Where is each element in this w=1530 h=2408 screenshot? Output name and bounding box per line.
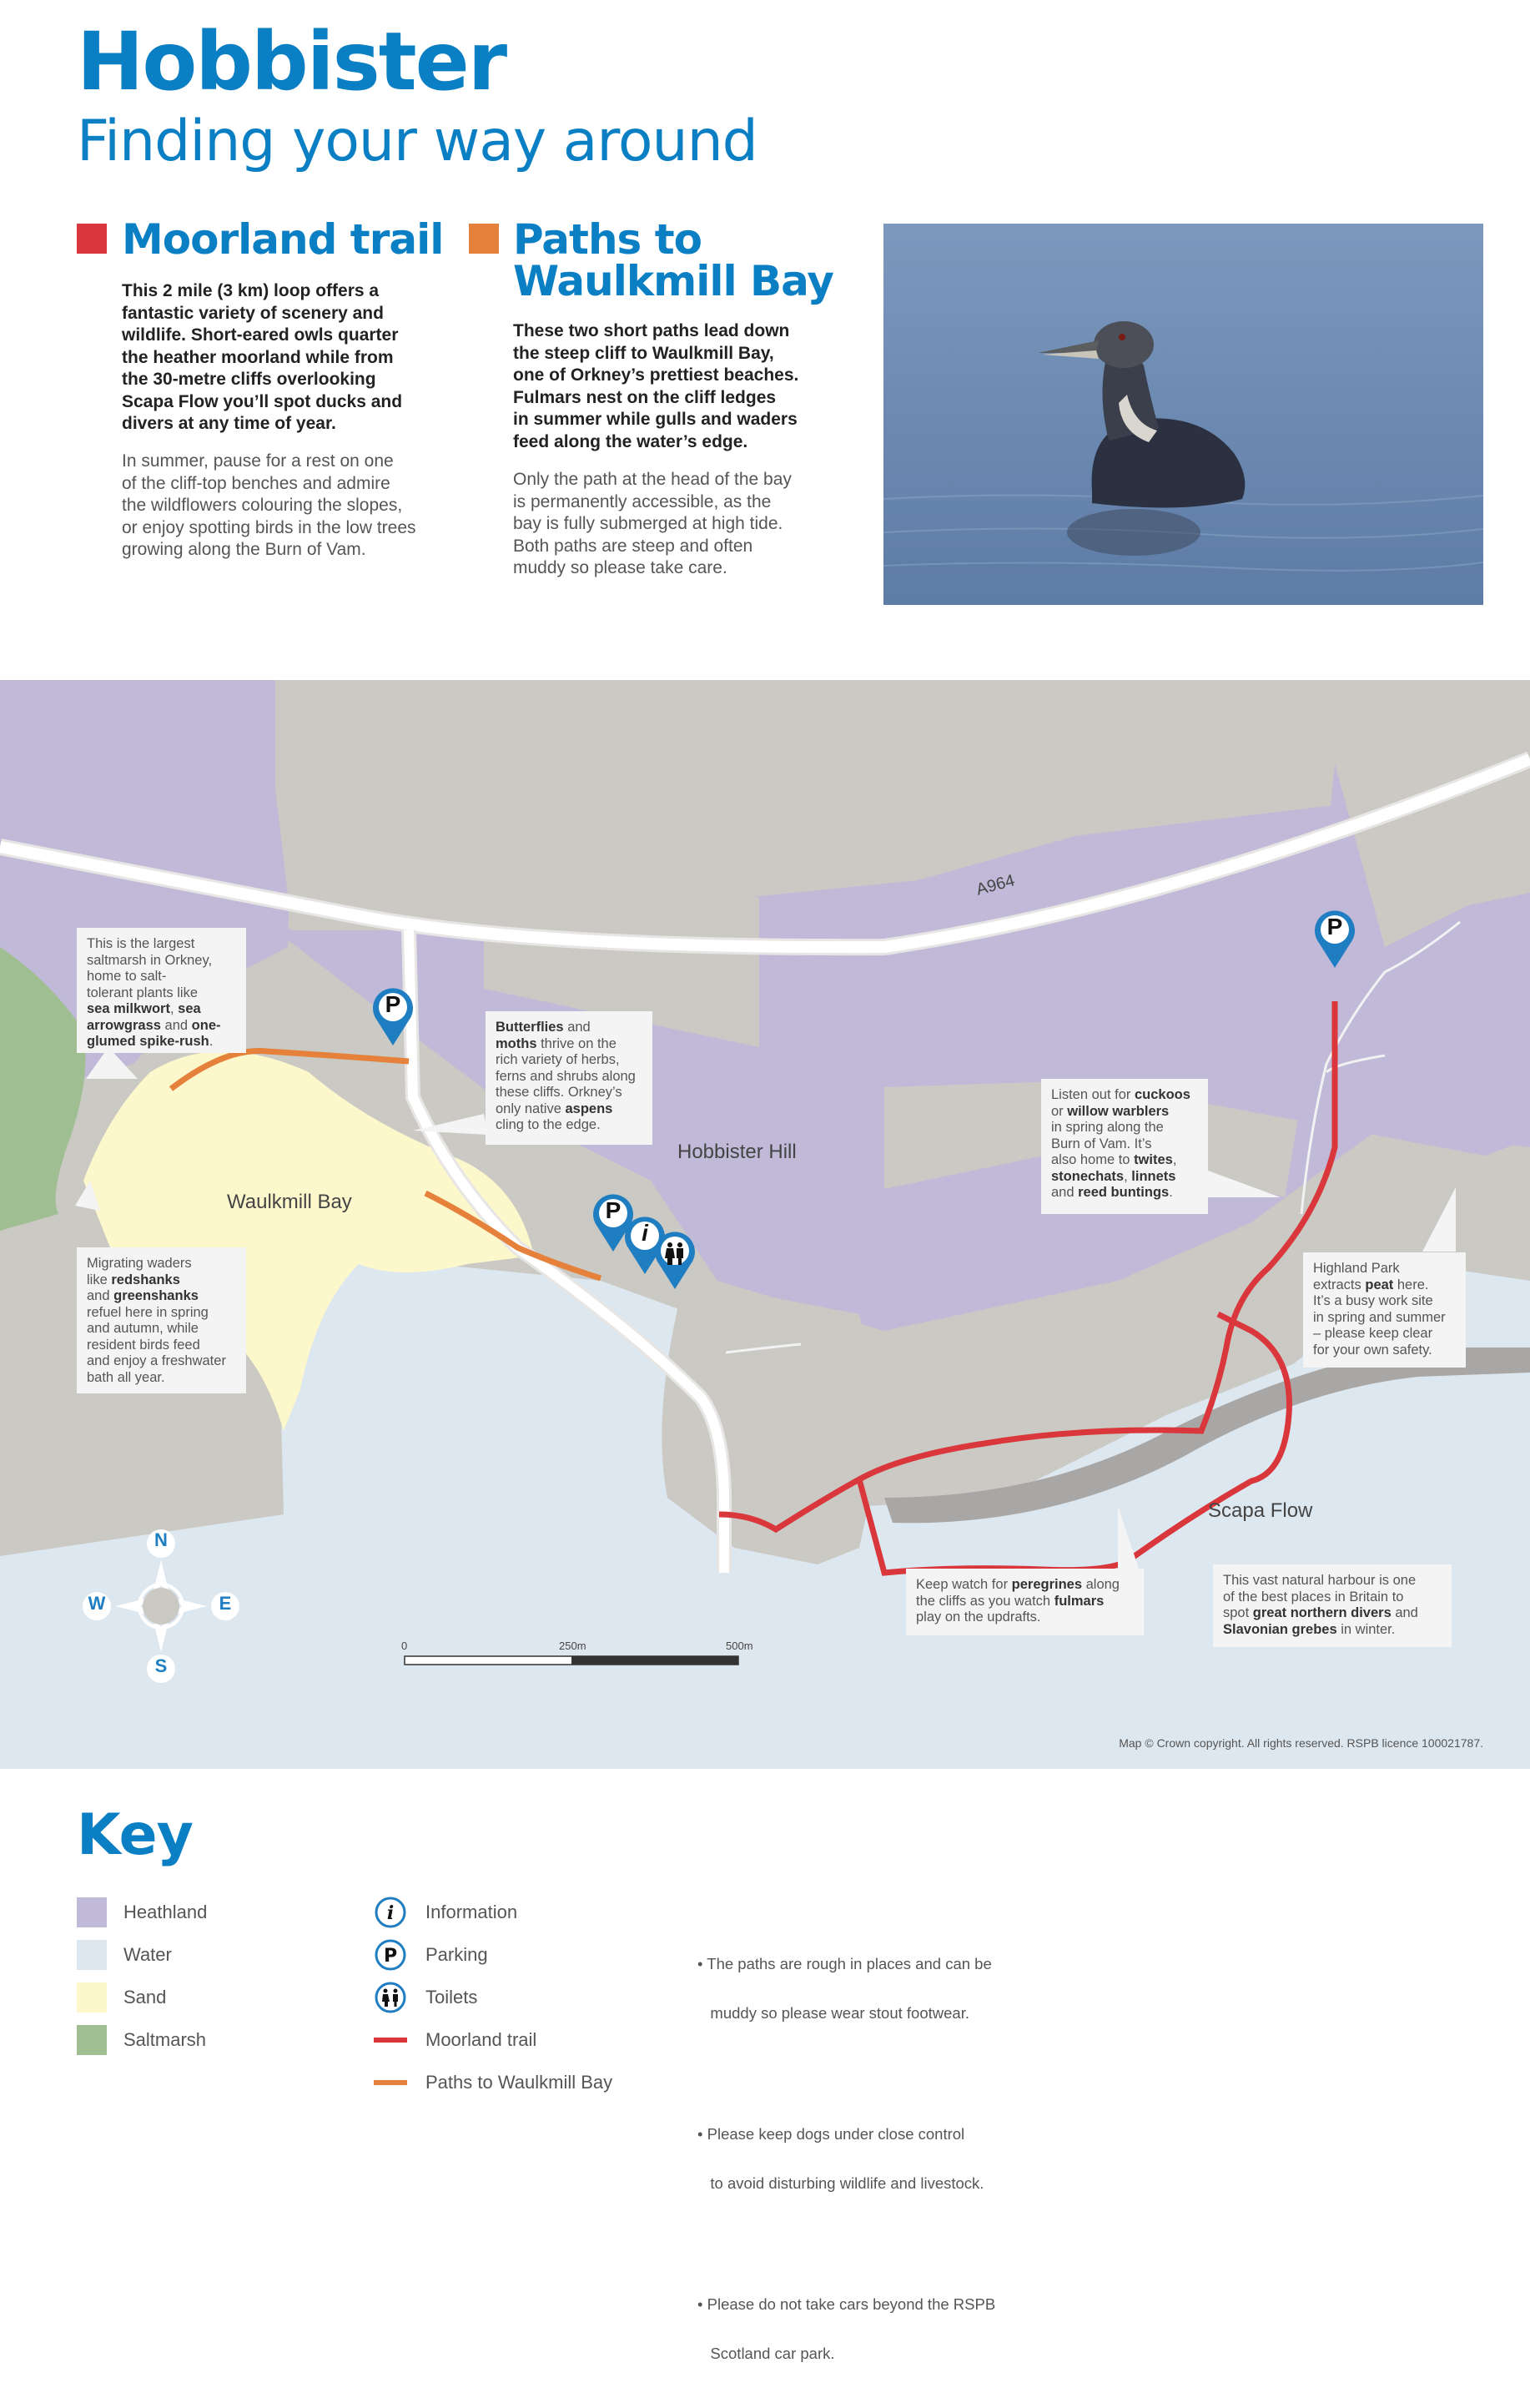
callout-line: in spring along the bbox=[1051, 1120, 1164, 1135]
paths-lead-line: Fulmars nest on the cliff ledges bbox=[513, 387, 777, 407]
callout-line: resident birds feed bbox=[87, 1337, 200, 1353]
paths-lead bbox=[513, 320, 863, 453]
parking-pin[interactable] bbox=[372, 987, 414, 1051]
key-title: Key bbox=[77, 1802, 193, 1868]
callout-bold: fulmars bbox=[1054, 1593, 1105, 1609]
callout-line bbox=[1223, 1605, 1442, 1622]
scale-label-250: 250m bbox=[559, 1640, 586, 1652]
key-item-sand bbox=[77, 1982, 207, 2013]
callout-line bbox=[1313, 1277, 1456, 1294]
map-copyright: Map © Crown copyright. All rights reserved. RSPB licence 100021787. bbox=[1119, 1736, 1483, 1750]
key-notes bbox=[697, 1894, 995, 2408]
map[interactable] bbox=[0, 680, 1530, 1769]
paths-swatch bbox=[469, 224, 499, 254]
callout-cuckoos bbox=[1041, 1079, 1208, 1214]
key-label: Parking bbox=[425, 1944, 488, 1965]
paths-body-line: is permanently accessible, as the bbox=[513, 491, 772, 511]
diver-photo bbox=[883, 224, 1483, 605]
callout-harbour bbox=[1213, 1564, 1452, 1647]
information-icon bbox=[374, 1896, 407, 1929]
callout-text: and bbox=[160, 1017, 192, 1033]
callout-line: of the best places in Britain to bbox=[1223, 1589, 1404, 1604]
callout-line: refuel here in spring bbox=[87, 1304, 209, 1320]
saltmarsh-swatch bbox=[77, 2025, 107, 2055]
callout-text: thrive on the bbox=[536, 1035, 617, 1051]
callout-text: also home to bbox=[1051, 1152, 1135, 1167]
callout-line bbox=[87, 1034, 236, 1050]
heathland-swatch bbox=[77, 1897, 107, 1927]
paths-lead-line: one of Orkney’s prettiest beaches. bbox=[513, 365, 799, 385]
callout-pointer bbox=[1201, 1168, 1281, 1197]
toilets-pin[interactable] bbox=[654, 1231, 696, 1295]
key-label: Water bbox=[123, 1944, 172, 1965]
page-title: Hobbister bbox=[77, 15, 506, 108]
callout-text: . bbox=[209, 1034, 214, 1049]
callout-line: This is the largest bbox=[87, 936, 195, 951]
moorland-body-line: In summer, pause for a rest on one bbox=[122, 451, 394, 471]
callout-line: rich variety of herbs, bbox=[496, 1052, 620, 1067]
note-line: • Please keep dogs under close control bbox=[697, 2125, 965, 2143]
moorland-lead-line: the heather moorland while from bbox=[122, 347, 394, 367]
callout-line: – please keep clear bbox=[1313, 1326, 1433, 1341]
moorland-lead-line: fantastic variety of scenery and bbox=[122, 303, 384, 323]
note-cars bbox=[697, 2264, 995, 2393]
moorland-lead-line: Scapa Flow you’ll spot ducks and bbox=[122, 391, 403, 411]
callout-bold: reed buntings bbox=[1078, 1185, 1170, 1200]
callout-bold: greenshanks bbox=[113, 1288, 199, 1303]
callout-bold: cuckoos bbox=[1134, 1087, 1190, 1102]
callout-bold: linnets bbox=[1131, 1168, 1176, 1184]
callout-line bbox=[87, 1288, 236, 1305]
callout-text: and bbox=[1051, 1185, 1079, 1200]
callout-line: in spring and summer bbox=[1313, 1309, 1446, 1325]
callout-line bbox=[916, 1577, 1134, 1594]
moorland-trail-line-icon bbox=[374, 2038, 407, 2043]
key-label: Toilets bbox=[425, 1987, 478, 2008]
callout-text: and bbox=[563, 1020, 591, 1035]
paths-heading-line2: Waulkmill Bay bbox=[513, 257, 833, 305]
callout-line bbox=[87, 1018, 236, 1035]
label-waulkmill-bay: Waulkmill Bay bbox=[227, 1191, 352, 1213]
callout-text: extracts bbox=[1313, 1277, 1366, 1292]
key-item-bay-paths bbox=[374, 2068, 612, 2098]
callout-bold: peregrines bbox=[1011, 1577, 1083, 1592]
callout-line: tolerant plants like bbox=[87, 985, 198, 1000]
scale-label-0: 0 bbox=[401, 1640, 408, 1652]
callout-bold: glumed spike-rush bbox=[87, 1034, 209, 1049]
callout-line: Migrating waders bbox=[87, 1256, 192, 1271]
compass-s: S bbox=[154, 1655, 168, 1676]
callout-line: also home to twites, bbox=[1051, 1152, 1177, 1167]
callout-bold: great northern divers bbox=[1252, 1605, 1392, 1620]
callout-bold: aspens bbox=[565, 1101, 613, 1116]
callout-text: or bbox=[1051, 1103, 1068, 1119]
callout-line: stonechats, linnets bbox=[1051, 1168, 1176, 1184]
compass-w: W bbox=[88, 1593, 106, 1614]
key-item-heathland bbox=[77, 1897, 207, 1927]
paths-lead-line: feed along the water’s edge. bbox=[513, 431, 748, 451]
callout-text: here. bbox=[1393, 1277, 1429, 1292]
compass-n: N bbox=[154, 1529, 168, 1550]
key-label: Heathland bbox=[123, 1902, 208, 1922]
callout-bold: peat bbox=[1365, 1277, 1394, 1292]
moorland-trail-lead bbox=[122, 280, 455, 436]
key-item-moorland-trail bbox=[374, 2025, 612, 2055]
paths-body bbox=[513, 469, 863, 580]
moorland-body-line: the wildflowers colouring the slopes, bbox=[122, 496, 403, 515]
moorland-lead-line: divers at any time of year. bbox=[122, 414, 336, 433]
callout-line bbox=[87, 1001, 236, 1018]
water-swatch bbox=[77, 1940, 107, 1970]
moorland-lead-line: the 30-metre cliffs overlooking bbox=[122, 370, 376, 389]
callout-text: like bbox=[87, 1272, 112, 1287]
callout-text: Keep watch for bbox=[916, 1577, 1012, 1592]
callout-text: along bbox=[1082, 1577, 1120, 1592]
moorland-trail-heading: Moorland trail bbox=[122, 215, 444, 264]
paths-body-line: muddy so please take care. bbox=[513, 558, 727, 577]
key-label: Saltmarsh bbox=[123, 2029, 207, 2050]
callout-line: these cliffs. Orkney’s bbox=[496, 1085, 622, 1100]
callout-bold: sea bbox=[178, 1001, 201, 1016]
callout-bold: redshanks bbox=[111, 1272, 180, 1287]
parking-pin-letter: P bbox=[1326, 914, 1343, 940]
parking-pin-letter: P bbox=[385, 991, 401, 1017]
paths-heading-line1: Paths to bbox=[513, 215, 702, 264]
sand-swatch bbox=[77, 1982, 107, 2013]
svg-text:P: P bbox=[383, 1946, 398, 1967]
callout-line: saltmarsh in Orkney, bbox=[87, 952, 213, 968]
note-footwear bbox=[697, 1924, 995, 2053]
moorland-trail-body bbox=[122, 451, 455, 562]
note-line: • Please do not take cars beyond the RSPB bbox=[697, 2295, 996, 2313]
paths-body-line: bay is fully submerged at high tide. bbox=[513, 514, 783, 533]
callout-text: spot bbox=[1223, 1605, 1253, 1620]
callout-line bbox=[496, 1036, 642, 1053]
paths-body-line: Only the path at the head of the bay bbox=[513, 470, 792, 489]
paths-lead-line: These two short paths lead down bbox=[513, 321, 790, 340]
compass-e: E bbox=[219, 1593, 232, 1614]
information-pin-letter: i bbox=[642, 1220, 648, 1246]
moorland-body-line: growing along the Burn of Vam. bbox=[122, 540, 366, 559]
callout-text: , bbox=[169, 1001, 179, 1016]
callout-line: and autumn, while bbox=[87, 1321, 199, 1336]
callout-saltmarsh bbox=[77, 928, 246, 1053]
callout-line bbox=[916, 1594, 1134, 1610]
callout-line bbox=[1223, 1622, 1442, 1639]
callout-bold: willow warblers bbox=[1067, 1103, 1170, 1119]
key-areas bbox=[77, 1897, 207, 2055]
paths-heading bbox=[513, 215, 833, 305]
callout-text: Listen out for bbox=[1051, 1087, 1135, 1102]
callout-text: in winter. bbox=[1336, 1621, 1396, 1637]
callout-pointer bbox=[1422, 1187, 1456, 1252]
moorland-body-line: of the cliff-top benches and admire bbox=[122, 473, 390, 493]
callout-bold: moths bbox=[496, 1035, 537, 1051]
paths-lead-line: in summer while gulls and waders bbox=[513, 410, 798, 429]
parking-pin-letter: P bbox=[605, 1197, 622, 1223]
callout-bold: Butterflies bbox=[496, 1020, 564, 1035]
callout-line: and reed buntings. bbox=[1051, 1185, 1173, 1200]
callout-line bbox=[87, 1272, 236, 1289]
callout-line bbox=[496, 1101, 642, 1118]
callout-bold: twites bbox=[1134, 1152, 1173, 1167]
label-hobbister-hill: Hobbister Hill bbox=[677, 1141, 797, 1163]
scale-bar bbox=[405, 1656, 738, 1665]
key-symbols bbox=[374, 1897, 612, 2098]
callout-line bbox=[1051, 1087, 1198, 1104]
callout-text: only native bbox=[496, 1101, 566, 1116]
callout-text: and bbox=[1391, 1605, 1418, 1620]
callout-butterflies bbox=[486, 1011, 652, 1145]
callout-line: bath all year. bbox=[87, 1369, 165, 1385]
svg-text:i: i bbox=[386, 1902, 395, 1924]
note-line: Scotland car park. bbox=[697, 2345, 835, 2362]
callout-bold: sea milkwort bbox=[87, 1001, 170, 1016]
note-line: muddy so please wear stout footwear. bbox=[697, 2004, 969, 2022]
key-item-water bbox=[77, 1940, 207, 1970]
callout-waders bbox=[77, 1247, 246, 1393]
callout-line: and enjoy a freshwater bbox=[87, 1353, 226, 1368]
scale-label-500: 500m bbox=[726, 1640, 753, 1652]
callout-text: and bbox=[87, 1288, 114, 1303]
callout-line bbox=[1051, 1104, 1198, 1121]
moorland-lead-line: wildlife. Short-eared owls quarter bbox=[122, 325, 399, 345]
paths-body-line: Both paths are steep and often bbox=[513, 536, 753, 556]
page-subtitle: Finding your way around bbox=[77, 108, 757, 174]
key-item-saltmarsh bbox=[77, 2025, 207, 2055]
note-line: • The paths are rough in places and can be bbox=[697, 1955, 992, 1972]
callout-line: home to salt- bbox=[87, 969, 167, 984]
moorland-body-line: or enjoy spotting birds in the low trees bbox=[122, 517, 416, 537]
callout-peregrines bbox=[906, 1569, 1144, 1635]
callout-line: It’s a busy work site bbox=[1313, 1293, 1433, 1308]
note-line: to avoid disturbing wildlife and livestock. bbox=[697, 2174, 984, 2192]
key-label: Sand bbox=[123, 1987, 167, 2008]
moorland-lead-line: This 2 mile (3 km) loop offers a bbox=[122, 281, 380, 300]
callout-line: play on the updrafts. bbox=[916, 1610, 1041, 1625]
callout-line bbox=[496, 1020, 642, 1036]
callout-peat bbox=[1303, 1252, 1466, 1368]
callout-line: ferns and shrubs along bbox=[496, 1068, 636, 1084]
key-label: Information bbox=[425, 1902, 518, 1922]
label-scapa-flow: Scapa Flow bbox=[1208, 1499, 1313, 1522]
toilets-icon bbox=[374, 1981, 407, 2014]
key-item-information bbox=[374, 1897, 612, 1927]
parking-icon bbox=[374, 1938, 407, 1972]
key-label: Paths to Waulkmill Bay bbox=[425, 2072, 613, 2093]
callout-bold: arrowgrass bbox=[87, 1017, 161, 1033]
diver-bird-illustration bbox=[883, 224, 1483, 605]
key-item-toilets bbox=[374, 1982, 612, 2013]
parking-pin[interactable] bbox=[1314, 909, 1356, 974]
callout-line: for your own safety. bbox=[1313, 1342, 1432, 1358]
key-item-parking bbox=[374, 1940, 612, 1970]
callout-line: Highland Park bbox=[1313, 1261, 1400, 1276]
callout-bold: stonechats bbox=[1051, 1168, 1125, 1184]
bay-path-line-icon bbox=[374, 2080, 407, 2085]
callout-line: cling to the edge. bbox=[496, 1117, 601, 1132]
callout-bold: Slavonian grebes bbox=[1223, 1621, 1337, 1637]
callout-text: the cliffs as you watch bbox=[916, 1593, 1054, 1609]
key-label: Moorland trail bbox=[425, 2029, 537, 2050]
moorland-trail-swatch bbox=[77, 224, 107, 254]
note-dogs bbox=[697, 2094, 995, 2223]
callout-line: Burn of Vam. It’s bbox=[1051, 1136, 1152, 1151]
road-label-a964: A964 bbox=[974, 871, 1017, 899]
callout-bold: one- bbox=[191, 1017, 221, 1033]
callout-line: This vast natural harbour is one bbox=[1223, 1573, 1417, 1588]
paths-lead-line: the steep cliff to Waulkmill Bay, bbox=[513, 343, 774, 363]
